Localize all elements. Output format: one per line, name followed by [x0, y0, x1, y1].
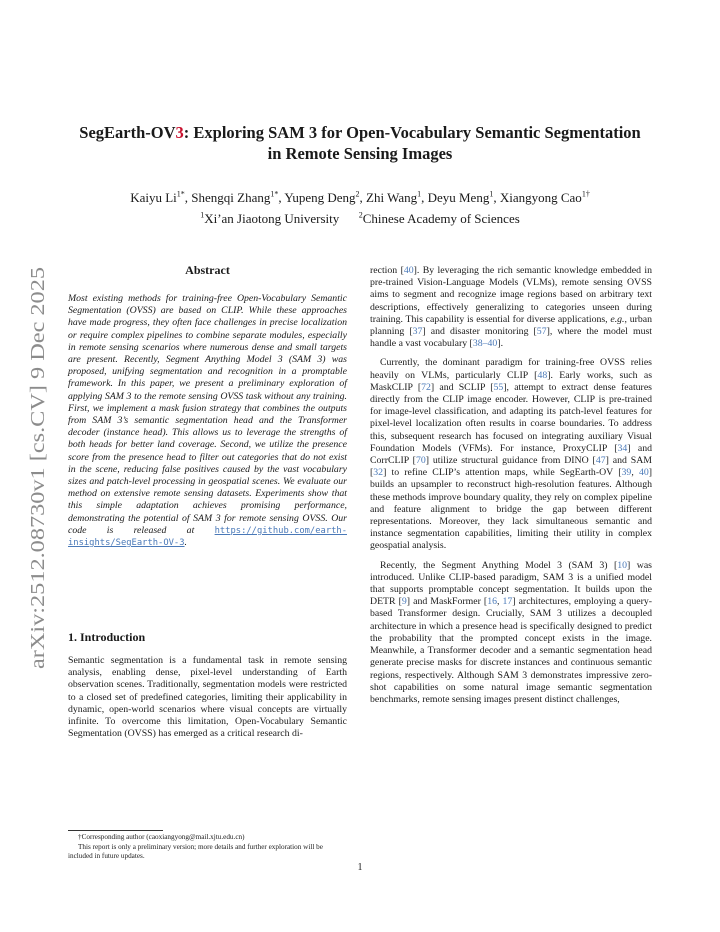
paper-title [40, 122, 680, 164]
citation-link[interactable]: 34 [617, 442, 628, 454]
affiliation-name: Xi’an Jiaotong University [204, 211, 340, 226]
affiliation-mark: 2 [358, 210, 363, 220]
title-highlight: 3 [175, 123, 184, 142]
footnote-corresponding: †Corresponding author (caoxiangyong@mail.xjtu.edu.cn) [78, 833, 245, 841]
author-affiliation-mark: 1 [417, 189, 422, 199]
right-column [370, 265, 652, 713]
author-affiliation-mark: 1* [270, 189, 279, 199]
citation-link[interactable]: 57 [536, 326, 547, 338]
footnote-rule [68, 830, 163, 831]
citation-link[interactable]: 72 [421, 381, 431, 393]
citation-link[interactable]: 32 [373, 467, 384, 479]
title-line1-rest: : Exploring SAM 3 for Open-Vocabulary Semantic Segmentation [183, 123, 641, 142]
code-link[interactable]: https://github.com/earth-insights/SegEarth-OV-3 [68, 525, 347, 549]
affiliation-name: Chinese Academy of Sciences [362, 211, 520, 226]
author-name: Xiangyong Cao [499, 190, 582, 205]
citation-link[interactable]: 48 [537, 369, 548, 381]
emphasis-text: e.g. [610, 313, 625, 325]
right-paragraph-2: Currently, the dominant paradigm for training-free OVSS relies heavily on VLMs, particularly CLIP [48]. Early works, such as MaskCLIP [72] and SCLIP [55], attempt to extract dense features directly from the CLIP image encoder. However, CLIP is pre-trained for image-level classification, and adapting its patch-level features for pixel-level localization often results in coarse boundaries. To address this, subsequent research has focused on integrating auxiliary Visual Foundation Models (VFMs). For instance, ProxyCLIP [34] and CorrCLIP [70] utilize structural guidance from DINO [47] and SAM [32] to refine CLIP’s attention maps, while SegEarth-OV [39, 40] builds an upsampler to reconstruct high-resolution features. Although these methods improve boundary quality, they rely on complex pipeline and feature alignment to bridge the gap between different representations. Moreover, they lack simultaneous semantic and instance segmentation capabilities, limiting their utility in complex geospatial analysis. [370, 357, 653, 552]
arxiv-stamp-text: arXiv:2512.08730v1 [cs.CV] 9 Dec 2025 [27, 337, 49, 669]
author-affiliation-mark: 2 [355, 189, 360, 199]
author-affiliation-mark: 1* [176, 189, 185, 199]
citation-link[interactable]: 39 [621, 467, 632, 479]
right-paragraph-3: Recently, the Segment Anything Model 3 (SAM 3) [10] was introduced. Unlike CLIP-based paradigm, SAM 3 is a unified model that supports promptable concept segmentation. It builds upon the DETR [9] and MaskFormer [16, 17] architectures, employing a query-based Transformer design. Crucially, SAM 3 utilizes a decoupled architecture in which a presence head is specifically designed to predict the probability that the prompted concept exists in the image. Meanwhile, a Transformer decoder and a semantic segmentation head generate precise masks for discrete instances and continuous semantic regions, respectively. Although SAM 3 demonstrates impressive zero-shot capabilities on some natural image semantic segmentation benchmarks, remote sensing images present distinct challenges, [370, 559, 653, 705]
author-name: Yupeng Deng [284, 190, 356, 205]
title-line2: in Remote Sensing Images [267, 144, 453, 163]
author-list: Kaiyu $Li^{1*}$, Shengqi Zhang$^{1*}$, Yupeng Deng$^2$, Zhi Wang$^1$, Deyu Meng$^1$, Xiangyong Cao$^{1\dagger}$ [130, 189, 590, 205]
citation-link[interactable]: 55 [493, 381, 504, 393]
abstract-text: Most existing methods for training-free Open-Vocabulary Semantic Segmentation (OVSS) are based on CLIP. While these approaches have made progress, they often face challenges in precise localization or require complex pipelines to combine separate modules, especially in remote sensing scenarios where numerous dense and small targets are present. Recently, Segment Anything Model 3 (SAM 3) was proposed, unifying segmentation and recognition in a promptable framework. In this paper, we present a preliminary exploration of applying SAM 3 to the remote sensing OVSS task without any training. First, we implement a mask fusion strategy that combines the outputs from SAM 3’s semantic segmentation head and the Transformer decoder (instance head). This allows us to leverage the strengths of both heads for better land coverage. Second, we utilize the presence score from the presence head to filter out categories that do not exist in the scene, reducing false positives caused by the vast vocabulary sizes and patch-level processing in geospatial scenes. We evaluate our method on extensive remote sensing datasets. Experiments show that this simple adaptation achieves promising performance, demonstrating the potential of SAM 3 for remote sensing OVSS. Our code is released at [68, 293, 347, 536]
section-heading-introduction: 1. Introduction [68, 630, 146, 644]
citation-link[interactable]: 38–40 [472, 338, 498, 350]
arxiv-stamp [8, 265, 56, 670]
title-prefix: SegEarth-OV [79, 123, 176, 142]
author-affiliation-mark: 1† [581, 189, 590, 199]
citation-link[interactable]: 47 [595, 455, 606, 467]
citation-link[interactable]: 37 [412, 326, 423, 338]
affiliation-mark: 1 [200, 210, 205, 220]
citation-link[interactable]: 16 [487, 596, 497, 608]
footnotes [68, 833, 347, 862]
page-number: 1 [357, 862, 363, 873]
author-name: Kaiyu Li [130, 190, 177, 205]
affiliation-list [40, 210, 680, 227]
author-name: Deyu Meng [427, 190, 490, 205]
citation-link[interactable]: 10 [617, 559, 628, 571]
abstract-end: . [184, 537, 187, 549]
footnote-preliminary: This report is only a preliminary version; more details and further exploration will be included in future updates. [68, 842, 323, 860]
citation-link[interactable]: 40 [403, 265, 414, 276]
citation-link[interactable]: 40 [638, 467, 649, 479]
author-name: Shengqi Zhang [191, 190, 271, 205]
author-name: Zhi Wang [366, 190, 418, 205]
citation-link[interactable]: 70 [415, 455, 426, 467]
abstract-heading: Abstract [185, 263, 230, 277]
citation-link[interactable]: 17 [502, 596, 513, 608]
author-affiliation-mark: 1 [489, 189, 494, 199]
abstract-body [68, 293, 347, 549]
right-paragraph-1: rection [40]. By leveraging the rich semantic knowledge embedded in pre-trained Vision-Language Models (VLMs), remote sensing OVSS aims to segment and recognize image regions based on arbitrary text descriptions, effectively generalizing to categories unseen during training. This capability is essential for diverse applications, e.g., urban planning [37] and disaster monitoring [57], where the model must handle a vast vocabulary [38–40]. [370, 265, 652, 350]
intro-paragraph: Semantic segmentation is a fundamental task in remote sensing analysis, enabling dense, pixel-level understanding of Earth observation scenes. Traditionally, segmentation models were restricted to a closed set of predefined categories, limiting their applicability in dynamic, open-world scenarios where visual concepts are virtually infinite. To overcome this limitation, Open-Vocabulary Semantic Segmentation (OVSS) has emerged as a critical research di- [68, 655, 347, 740]
citation-link[interactable]: 9 [401, 596, 407, 608]
